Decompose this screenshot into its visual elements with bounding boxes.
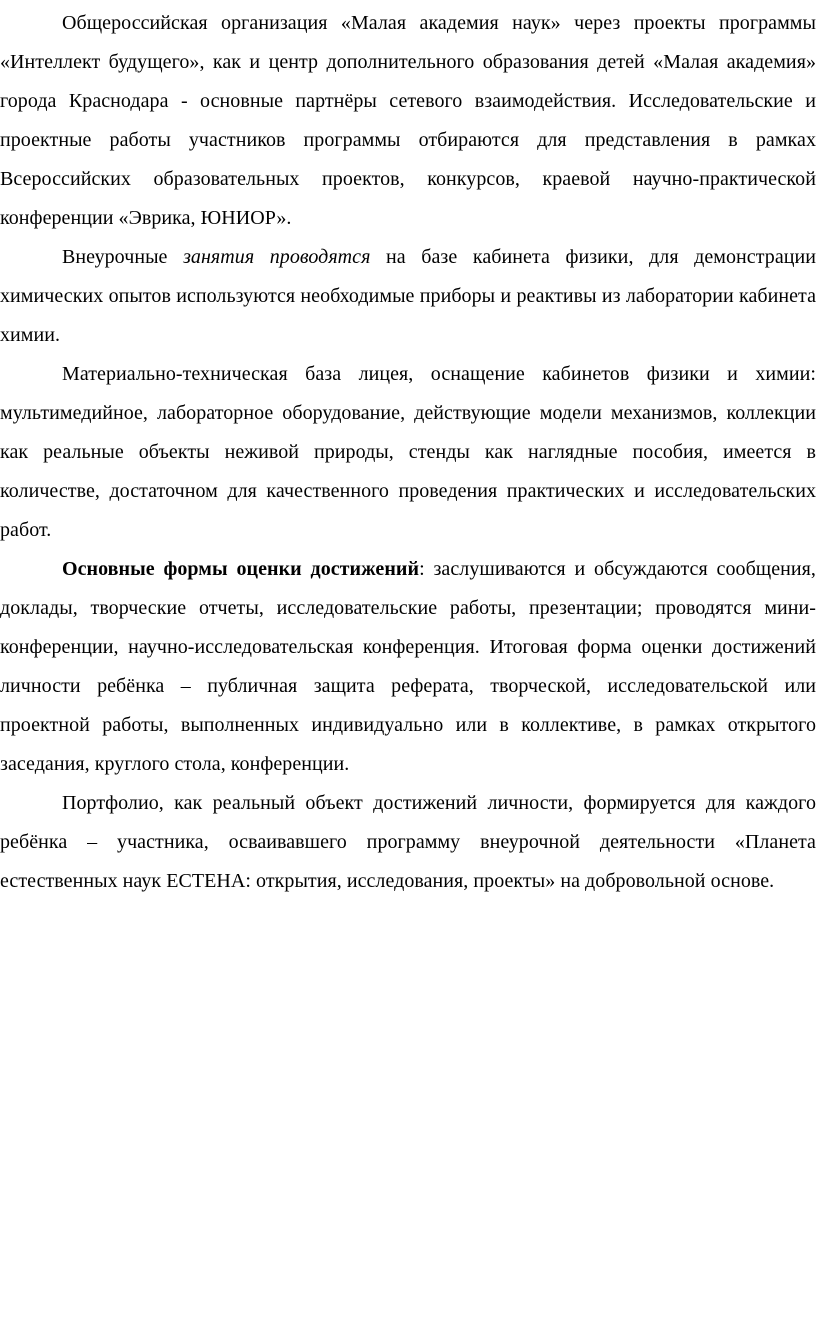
document-body bbox=[0, 4, 816, 901]
paragraph-assessment bbox=[0, 550, 816, 784]
paragraph-partners: Общероссийская организация «Малая академия наук» через проекты программы «Интеллект будущего», как и центр дополнительного образования детей «Малая академия» города Краснодара - основные партнёры сетевого взаимодействия. Исследовательские и проектные работы участников программы отбираются для представления в рамках Всероссийских образовательных проектов, конкурсов, краевой научно-практической конференции «Эврика, ЮНИОР». bbox=[0, 12, 816, 229]
paragraph-portfolio: Портфолио, как реальный объект достижений личности, формируется для каждого ребёнка – участника, осваивавшего программу внеурочной деятельности «Планета естественных наук ЕСТЕНА: открытия, исследования, проекты» на добровольной основе. bbox=[0, 792, 816, 892]
paragraph-classes-end: на базе кабинета физики, для демонстрации химических опытов используются необходимые приборы и реактивы из лаборатории кабинета химии. bbox=[0, 246, 816, 346]
paragraph-assessment-bold: Основные формы оценки достижений bbox=[62, 558, 420, 580]
paragraph-classes-italic: занятия проводятся bbox=[183, 246, 371, 268]
paragraph-equipment: Материально-техническая база лицея, оснащение кабинетов физики и химии: мультимедийное, лабораторное оборудование, действующие модели механизмов, коллекции как реальные объекты неживой природы, стенды как наглядные пособия, имеется в количестве, достаточном для качественного проведения практических и исследовательских работ. bbox=[0, 363, 816, 541]
paragraph-assessment-rest: : заслушиваются и обсуждаются сообщения, доклады, творческие отчеты, исследовательские работы, презентации; проводятся мини-конференции, научно-исследовательская конференция. Итоговая форма оценки достижений личности ребёнка – публичная защита реферата, творческой, исследовательской или проектной работы, выполненных индивидуально или в коллективе, в рамках открытого заседания, круглого стола, конференции. bbox=[0, 558, 816, 775]
paragraph-classes-start: Внеурочные bbox=[62, 246, 184, 268]
paragraph-classes bbox=[0, 238, 816, 355]
